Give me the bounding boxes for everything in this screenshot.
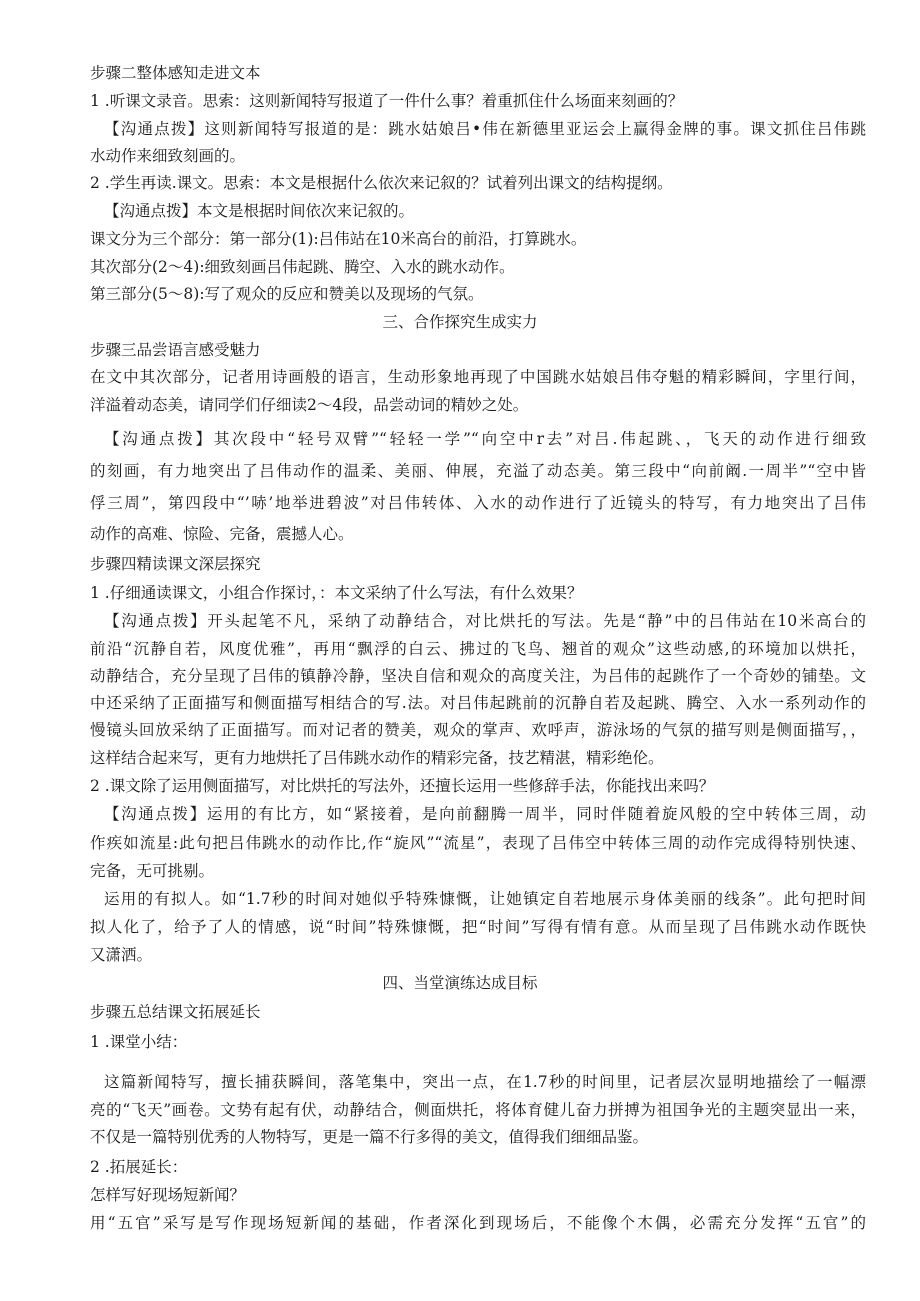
paragraph-line: 【沟通点拨】本文是根据时间依次来记叙的。 bbox=[104, 202, 415, 220]
paragraph-line: 俘三周”，第四段中“’哧’地举进碧波”对吕伟转体、入水的动作进行了近镜头的特写，有力地突出了吕伟 bbox=[90, 494, 866, 512]
paragraph-line: 的刻画，有力地突出了吕伟动作的温柔、美丽、伸展，充溢了动态美。第三段中“向前阚.一周半”“空中皆 bbox=[90, 462, 866, 480]
paragraph-line: 动作的高难、惊险、完备，震撼人心。 bbox=[90, 525, 354, 543]
paragraph-line: 1 .课堂小结： bbox=[90, 1033, 188, 1051]
paragraph-line: 这篇新闻特写，擅长捕获瞬间，落笔集中，突出一点，在1.7秒的时间里，记者层次显明地描绘了一幅漂 bbox=[104, 1073, 866, 1091]
paragraph-line: 课文分为三个部分：第一部分(1):吕伟站在10米高台的前沿，打算跳水。 bbox=[90, 230, 587, 248]
section-heading: 步骤四精读课文深层探究 bbox=[90, 555, 261, 573]
paragraph-line: 前沿“沉静自若，风度优雅”，再用“飘浮的白云、拂过的飞鸟、翘首的观众”这些动感,的环境加以烘托， bbox=[90, 640, 866, 658]
paragraph-line: 1 .听课文录音。思索：这则新闻特写报道了一件什么事？着重抓住什么场面来刻画的？ bbox=[90, 92, 684, 110]
section-heading: 怎样写好现场短新闻？ bbox=[90, 1186, 246, 1204]
section-title: 三、合作探究生成实力 bbox=[382, 313, 538, 331]
paragraph-line: 运用的有拟人。如“1.7秒的时间对她似乎特殊慷慨，让她镇定自若地展示身体美丽的线条”。此句把时间 bbox=[104, 890, 866, 908]
paragraph-line: 【沟通点拨】开头起笔不凡，采纳了动静结合，对比烘托的写法。先是“静”中的吕伟站在10米高台的 bbox=[104, 612, 866, 630]
paragraph-line: 完备，无可挑剔。 bbox=[90, 862, 215, 880]
paragraph-line: 慢镜头回放采纳了正面描写。而对记者的赞美，观众的掌声、欢呼声，游泳场的气氛的描写则是侧面描写，， bbox=[90, 721, 866, 739]
paragraph-line: 2 .学生再读.课文。思索：本文是根据什么依次来记叙的？试着列出课文的结构提纲。 bbox=[90, 174, 673, 192]
paragraph-line: 2 .拓展延长： bbox=[90, 1158, 188, 1176]
paragraph-line: 【沟通点拨】运用的有比方，如“紧接着，是向前翻腾一周半，同时伴随着旋风般的空中转体三周，动 bbox=[104, 805, 866, 823]
paragraph-line: 第三部分(5～8):写了观众的反应和赞美以及现场的气氛。 bbox=[90, 285, 484, 303]
paragraph-line: 作疾如流星:此句把吕伟跳水的动作比,作“旋风”“流星”，表现了吕伟空中转体三周的动作完成得特别快速、 bbox=[90, 834, 866, 852]
paragraph-line: 【沟通点拨】其次段中“轻号双臂”“轻轻一学”“向空中r去”对吕.伟起跳、，飞天的动作进行细致 bbox=[104, 430, 866, 448]
paragraph-line: 2 .课文除了运用侧面描写，对比烘托的写法外，还擅长运用一些修辞手法，你能找出来吗？ bbox=[90, 777, 715, 795]
paragraph-line: 中还采纳了正面描写和侧面描写相结合的写.法。对吕伟起跳前的沉静自若及起跳、腾空、入水一系列动作的 bbox=[90, 694, 866, 712]
paragraph-line: 水动作来细致刻画的。 bbox=[90, 147, 246, 165]
paragraph-line: 【沟通点拨】这则新闻特写报道的是：跳水姑娘吕•伟在新德里亚运会上赢得金牌的事。课文抓住吕伟跳 bbox=[104, 120, 866, 138]
paragraph-line: 拟人化了，给予了人的情感，说“时间”特殊慷慨，把“时间”写得有情有意。从而呈现了吕伟跳水动作既快 bbox=[90, 918, 866, 936]
paragraph-line: 亮的“飞天”画卷。文势有起有伏，动静结合，侧面烘托，将体育健儿奋力拼搏为祖国争光的主题突显出一来， bbox=[90, 1101, 866, 1119]
paragraph-line: 在文中其次部分，记者用诗画般的语言，生动形象地再现了中国跳水姑娘吕伟夺魁的精彩瞬间，字里行间， bbox=[90, 368, 866, 386]
section-title: 四、当堂演练达成目标 bbox=[382, 974, 538, 992]
paragraph-line: 其次部分(2～4):细致刻画吕伟起跳、腾空、入水的跳水动作。 bbox=[90, 258, 515, 276]
section-heading: 步骤三品尝语言感受魅力 bbox=[90, 341, 261, 359]
paragraph-line: 又潇洒。 bbox=[90, 946, 153, 964]
paragraph-line: 1 .仔细通读课文，小组合作探讨，：本文采纳了什么写法，有什么效果？ bbox=[90, 584, 583, 602]
paragraph-line: 洋溢着动态美，请同学们仔细读2～4段，品尝动词的精妙之处。 bbox=[90, 396, 529, 414]
paragraph-line: 这样结合起来写，更有力地烘托了吕伟跳水动作的精彩完备，技艺精湛，精彩绝伦。 bbox=[90, 749, 664, 767]
section-heading: 步骤五总结课文拓展延长 bbox=[90, 1003, 261, 1021]
section-heading: 步骤二整体感知走进文本 bbox=[90, 64, 261, 82]
paragraph-line: 用“五官”采写是写作现场短新闻的基础，作者深化到现场后，不能像个木偶，必需充分发挥“五官”的 bbox=[90, 1214, 866, 1232]
paragraph-line: 不仅是一篇特别优秀的人物特写，更是一篇不行多得的美文，值得我们细细品鉴。 bbox=[90, 1128, 649, 1146]
paragraph-line: 动静结合，充分呈现了吕伟的镇静冷静，坚决自信和观众的高度关注，为吕伟的起跳作了一个奇妙的铺垫。文 bbox=[90, 667, 866, 685]
